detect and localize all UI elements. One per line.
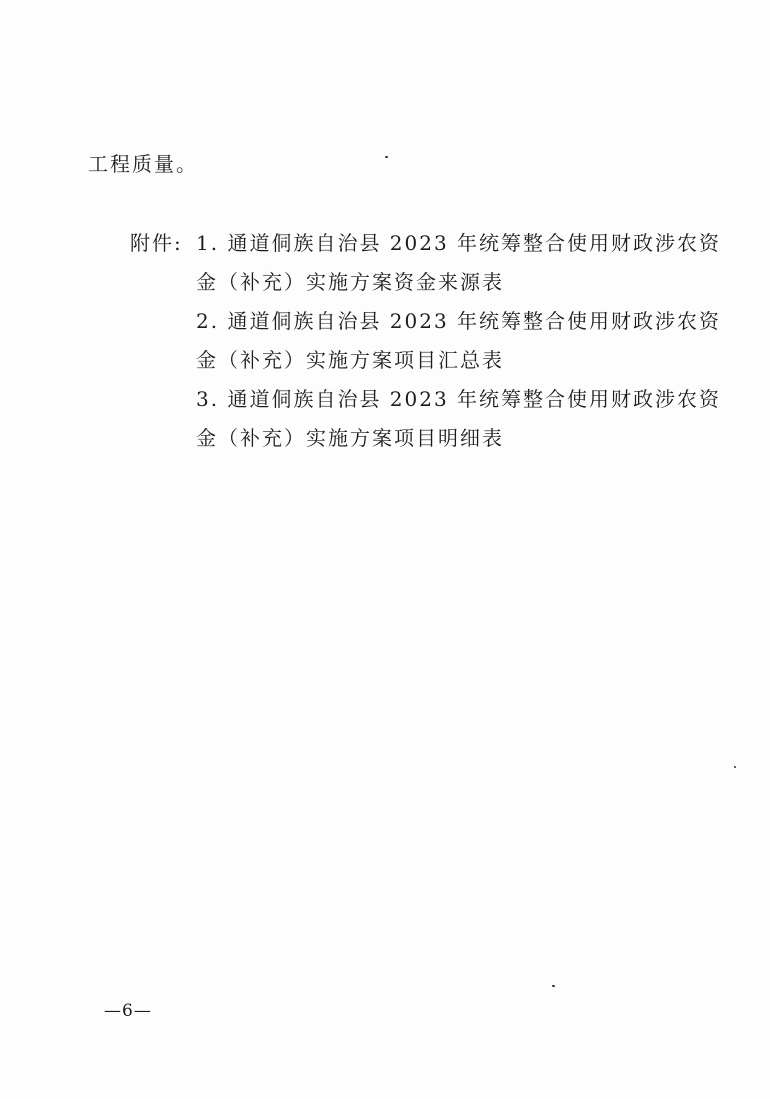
attachment-1-line-1: 1. 通道侗族自治县 2023 年统筹整合使用财政涉农资 — [196, 231, 722, 255]
attachment-1-line-2: 金（补充）实施方案资金来源表 — [196, 270, 504, 294]
closing-line: 工程质量。 — [88, 152, 198, 176]
attachment-3-line-1: 3. 通道侗族自治县 2023 年统筹整合使用财政涉农资 — [196, 387, 722, 411]
page-number: —6— — [104, 1001, 152, 1021]
scan-speck — [734, 766, 736, 768]
attachment-2-line-2: 金（补充）实施方案项目汇总表 — [196, 348, 504, 372]
scan-speck — [552, 985, 555, 987]
scan-speck — [385, 156, 388, 158]
attachment-2-line-1: 2. 通道侗族自治县 2023 年统筹整合使用财政涉农资 — [196, 309, 722, 333]
attachments-label: 附件: — [130, 231, 183, 255]
attachment-3-line-2: 金（补充）实施方案项目明细表 — [196, 426, 504, 450]
